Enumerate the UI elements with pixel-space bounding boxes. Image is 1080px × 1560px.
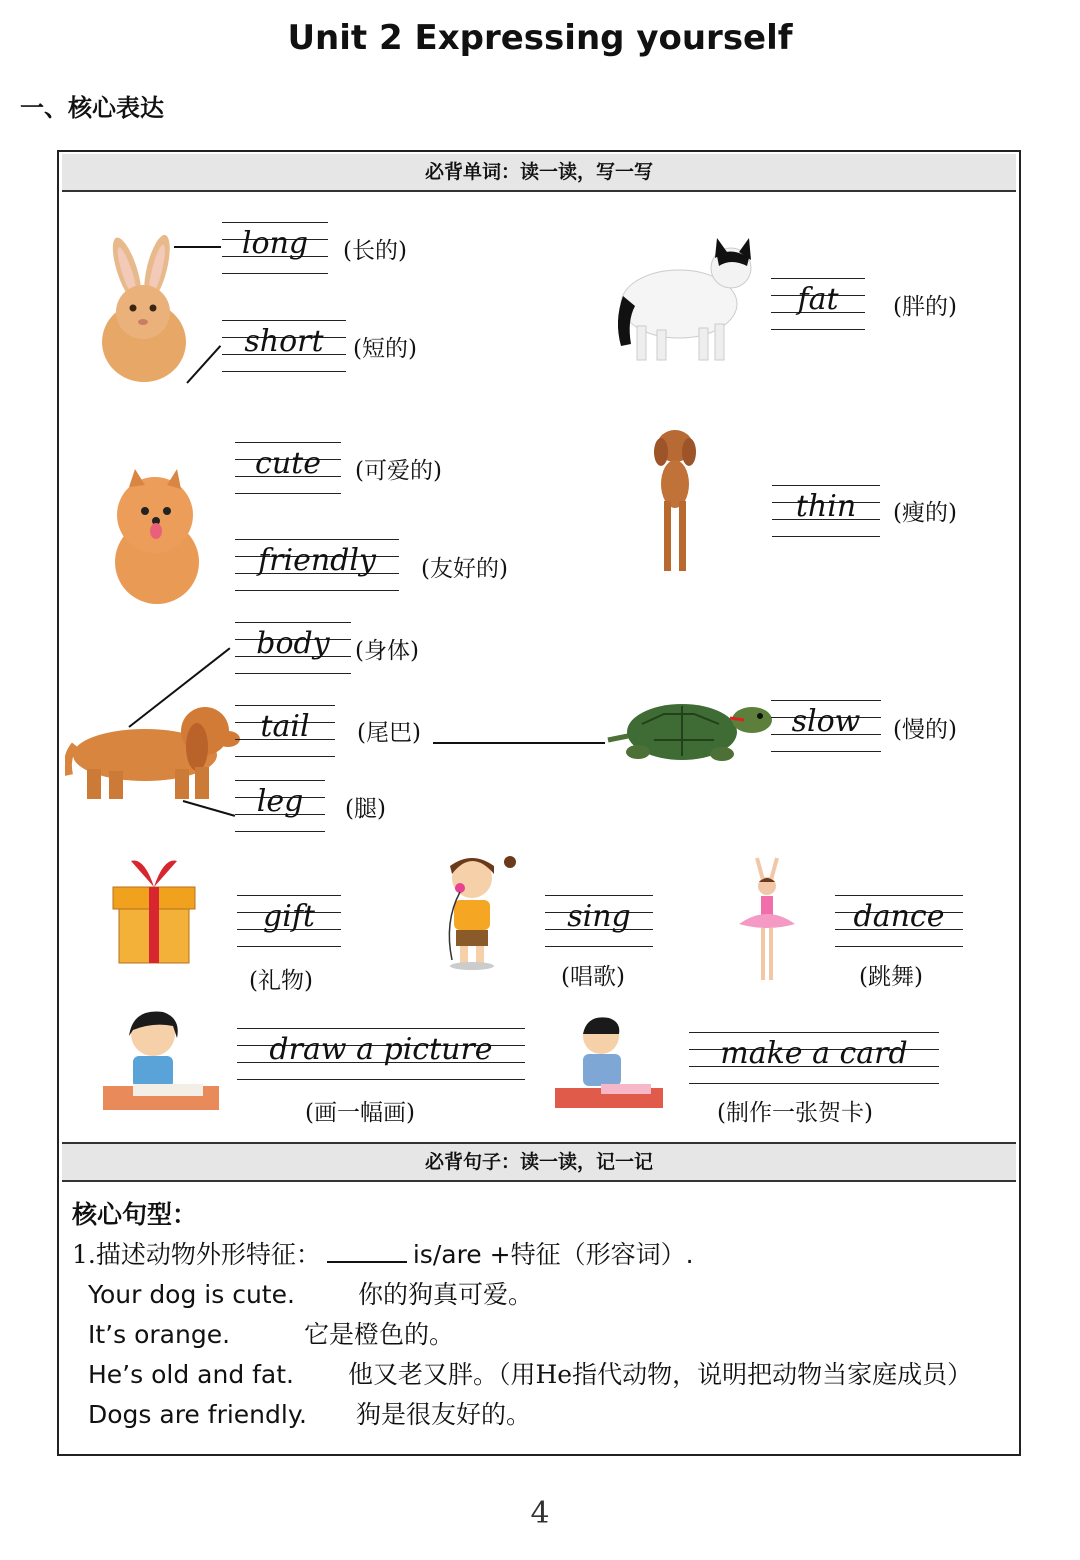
card-making-boy-illustration: [555, 1014, 663, 1110]
word-short-meaning: (短的): [353, 336, 417, 362]
word-draw-a-picture-meaning: (画一幅画): [305, 1100, 415, 1126]
section-heading: 一、核心表达: [20, 93, 164, 122]
example-en: Dogs are friendly.: [88, 1400, 308, 1429]
drawing-girl-illustration: [103, 1008, 219, 1112]
word-short: [222, 320, 346, 372]
sentence-heading: 核心句型：: [72, 1200, 198, 1229]
dachshund-illustration: [65, 697, 240, 807]
singing-girl-illustration: [424, 852, 524, 972]
word-make-a-card-meaning: (制作一张贺卡): [717, 1100, 873, 1126]
rabbit-illustration: [89, 230, 199, 385]
word-tail-text: tail: [260, 709, 310, 744]
word-leg-text: leg: [256, 784, 304, 819]
example-zh: 他又老又胖。（用He指代动物，说明把动物当家庭成员）: [348, 1360, 973, 1389]
example-zh: 你的狗真可爱。: [358, 1280, 534, 1309]
word-gift-meaning: (礼物): [249, 968, 313, 994]
cat-illustration: [609, 236, 759, 366]
word-fat: [771, 278, 865, 330]
word-friendly-meaning: (友好的): [421, 556, 508, 582]
connector-line: [433, 742, 605, 744]
word-slow-meaning: (慢的): [893, 717, 957, 743]
example-sentence: [88, 1395, 531, 1431]
word-dance-meaning: (跳舞): [859, 964, 923, 990]
word-slow: [771, 700, 881, 752]
thin-dog-illustration: [639, 426, 709, 576]
word-body-meaning: (身体): [355, 638, 419, 664]
vocab-band: 必背单词：读一读，写一写: [62, 154, 1016, 192]
word-fat-meaning: (胖的): [893, 294, 957, 320]
word-short-text: short: [244, 324, 324, 359]
word-gift-text: gift: [263, 899, 315, 934]
word-sing-meaning: (唱歌): [561, 964, 625, 990]
connector-line: [174, 246, 221, 248]
sentence-band: 必背句子：读一读，记一记: [62, 1142, 1016, 1182]
word-draw-a-picture-text: draw a picture: [269, 1032, 493, 1067]
word-dance: [835, 895, 963, 947]
ballerina-illustration: [737, 850, 797, 990]
word-thin-text: thin: [795, 489, 857, 524]
turtle-illustration: [604, 694, 774, 766]
word-thin: [772, 485, 880, 537]
pattern-prefix: 1.描述动物外形特征：: [72, 1240, 321, 1269]
word-leg: [235, 780, 325, 832]
page-number: 4: [530, 1496, 550, 1531]
word-sing-text: sing: [567, 899, 631, 934]
word-fat-text: fat: [797, 282, 839, 317]
word-long: [222, 222, 328, 274]
word-cute-text: cute: [255, 446, 321, 481]
word-make-a-card: [689, 1032, 939, 1084]
word-make-a-card-text: make a card: [720, 1036, 908, 1071]
example-zh: 狗是很友好的。: [356, 1400, 532, 1429]
word-sing: [545, 895, 653, 947]
pomeranian-illustration: [107, 467, 207, 607]
word-tail: [235, 705, 335, 757]
word-body-text: body: [256, 626, 330, 661]
word-long-text: long: [241, 226, 309, 261]
gift-box-illustration: [109, 857, 199, 965]
sentence-pattern: [72, 1235, 694, 1271]
example-en: He’s old and fat.: [88, 1360, 295, 1389]
example-sentence: [88, 1355, 972, 1391]
word-dance-text: dance: [853, 899, 945, 934]
word-cute: [235, 442, 341, 494]
example-sentence: [88, 1315, 454, 1351]
word-slow-text: slow: [791, 704, 861, 739]
word-friendly: [235, 539, 399, 591]
example-en: Your dog is cute.: [88, 1280, 295, 1309]
example-zh: 它是橙色的。: [304, 1320, 455, 1349]
example-en: It’s orange.: [88, 1320, 231, 1349]
word-draw-a-picture: [237, 1028, 525, 1080]
word-body: [235, 622, 351, 674]
word-tail-meaning: (尾巴): [357, 720, 421, 746]
word-long-meaning: (长的): [343, 238, 407, 264]
word-cute-meaning: (可爱的): [355, 458, 442, 484]
page-title: Unit 2 Expressing yourself: [287, 18, 793, 58]
word-friendly-text: friendly: [258, 543, 376, 578]
answer-blank: [327, 1261, 407, 1263]
pattern-suffix: is/are +特征（形容词）.: [412, 1240, 694, 1269]
word-gift: [237, 895, 341, 947]
word-leg-meaning: (腿): [345, 796, 386, 822]
word-thin-meaning: (瘦的): [893, 500, 957, 526]
example-sentence: [88, 1275, 533, 1311]
